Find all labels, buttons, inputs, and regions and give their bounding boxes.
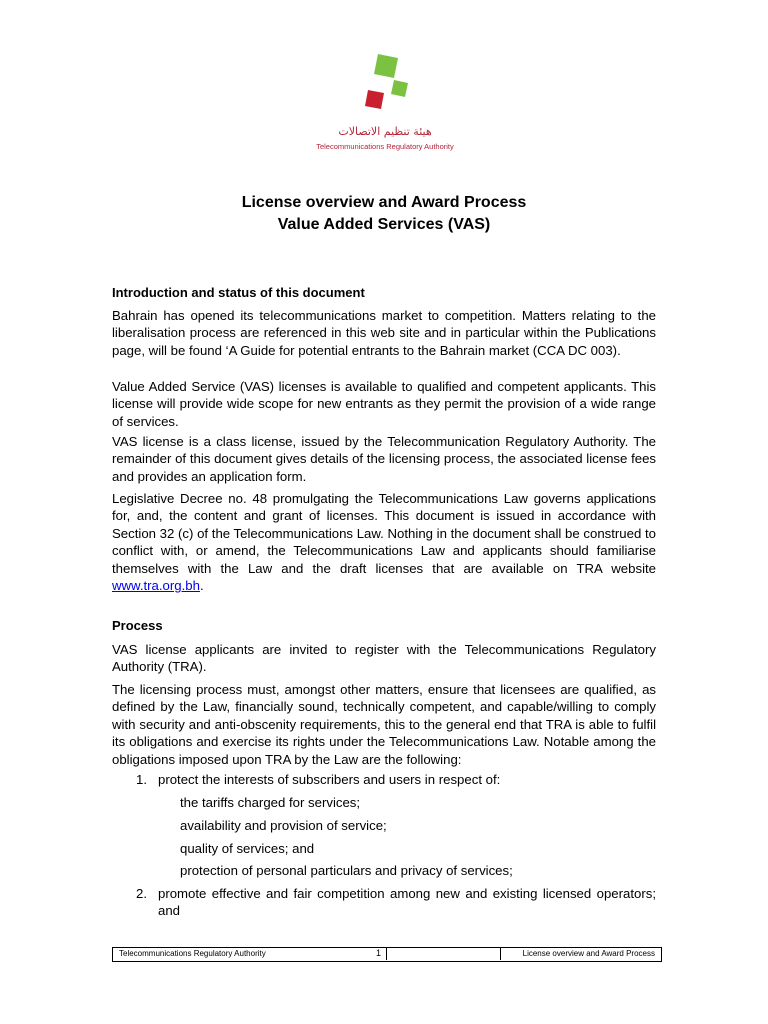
footer-page-number: 1	[376, 948, 382, 958]
intro-paragraph-3: VAS license is a class license, issued by the Telecommunication Regulatory Authority. The remainder of this document gives details of the licensing process, the associated license fees and provides an application form.	[112, 434, 656, 484]
footer-page-box	[372, 947, 387, 960]
logo-arabic-text: هيئة تنظيم الاتصالات	[338, 125, 432, 138]
logo-square-green-large	[374, 54, 398, 78]
intro-heading: Introduction and status of this document	[112, 285, 365, 300]
intro-paragraph-4-end: .	[199, 578, 204, 594]
document-title: License overview and Award Process	[241, 194, 527, 211]
process-paragraph-1: VAS license applicants are invited to register with the Telecommunications Regulatory Authority (TRA).	[112, 642, 656, 675]
list-item-2-text: promote effective and fair competition among new and existing licensed operators; and	[158, 886, 656, 919]
sub-item-quality: quality of services; and	[180, 841, 315, 856]
sub-item-tariffs: the tariffs charged for services;	[180, 795, 361, 810]
document-subtitle: Value Added Services (VAS)	[277, 216, 491, 233]
tra-website-link[interactable]: www.tra.org.bh	[112, 578, 200, 594]
tra-logo-mark-icon	[356, 52, 416, 112]
intro-paragraph-1: Bahrain has opened its telecommunications market to competition. Matters relating to the liberalisation process are referenced in this web site and in particular within the Publications page, will be found ‘A Guide for potential entrants to the Bahrain market (CCA DC 003).	[112, 308, 656, 358]
sub-item-availability: availability and provision of service;	[180, 818, 387, 833]
sub-item-privacy: protection of personal particulars and privacy of services;	[180, 863, 513, 878]
tra-logo	[300, 52, 470, 152]
footer-divider	[500, 947, 501, 960]
logo-square-red	[365, 90, 384, 109]
intro-paragraph-2: Value Added Service (VAS) licenses is available to qualified and competent applicants. This license will provide wide scope for new entrants as they permit the provision of a wide range of services.	[112, 379, 656, 429]
footer-document-title: License overview and Award Process	[522, 949, 655, 958]
logo-square-green-small	[391, 80, 408, 97]
intro-paragraph-4-text: Legislative Decree no. 48 promulgating the Telecommunications Law governs applications for, and, the content and grant of licenses. This document is issued in accordance with Section 32 (c) of the Telecommunications Law. Nothing in the document shall be construed to conflict with, or amend, the Telecommunications Law and applicants should familiarise themselves with the Law and the draft licenses that are available on TRA website	[112, 491, 656, 576]
list-item-1-number: 1.	[136, 772, 147, 787]
logo-english-text: Telecommunications Regulatory Authority	[316, 142, 454, 151]
list-item-2-number: 2.	[136, 886, 147, 901]
list-item-1-text: protect the interests of subscribers and users in respect of:	[158, 772, 501, 787]
intro-paragraph-4	[112, 490, 656, 594]
process-heading: Process	[112, 618, 163, 633]
process-paragraph-2: The licensing process must, amongst other matters, ensure that licensees are qualified, as defined by the Law, financially sound, technically competent, and capable/willing to comply with security and anti-obscenity requirements, this to the general end that TRA is able to fulfil its obligations and exercise its rights under the Telecommunications Law. Notable among the obligations imposed upon TRA by the Law are the following:	[112, 682, 656, 767]
footer-organization: Telecommunications Regulatory Authority	[119, 949, 266, 958]
page-footer	[112, 947, 662, 962]
